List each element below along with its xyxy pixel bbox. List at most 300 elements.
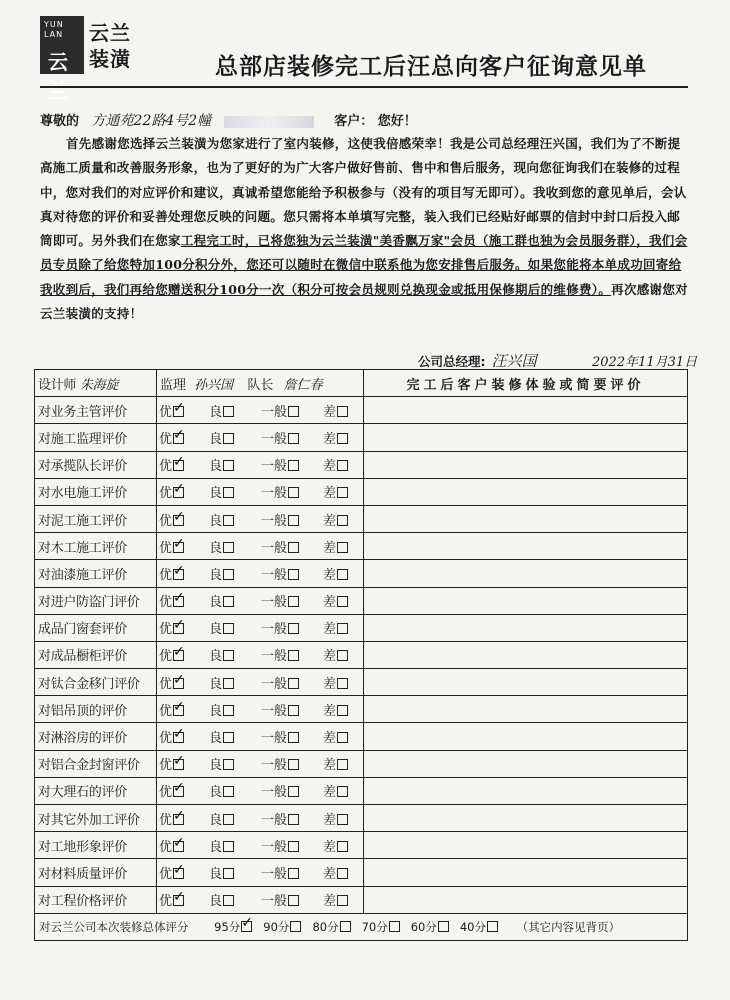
score-option-label: 80分 (312, 919, 339, 934)
rating-option-label: 一般 (261, 595, 288, 611)
checkbox[interactable] (288, 705, 299, 716)
comment-cell[interactable] (364, 614, 688, 641)
rating-option-label: 优 (159, 486, 173, 502)
rating-option[interactable] (207, 397, 259, 424)
rating-option[interactable] (157, 424, 208, 451)
rating-option-label: 优 (159, 839, 173, 855)
rating-option[interactable] (321, 805, 364, 832)
supervisor-name-handwritten: 孙兴国 (194, 377, 234, 393)
evaluation-item-label: 对水电施工评价 (35, 478, 157, 505)
checkbox[interactable] (337, 542, 348, 553)
evaluation-item-label: 对淋浴房的评价 (35, 723, 157, 750)
rating-option[interactable] (157, 533, 208, 560)
rating-option[interactable] (157, 587, 208, 614)
checkbox[interactable] (288, 487, 299, 498)
checkbox[interactable] (288, 460, 299, 471)
evaluation-item-label: 对进户防盗门评价 (35, 587, 157, 614)
checkbox[interactable] (337, 841, 348, 852)
rating-option-label: 差 (323, 812, 337, 828)
checkbox[interactable] (223, 841, 234, 852)
rating-option[interactable] (157, 859, 208, 886)
rating-option[interactable] (259, 832, 321, 859)
rating-option-label: 优 (159, 731, 173, 747)
rating-option-label: 一般 (261, 676, 288, 692)
checkbox[interactable] (288, 650, 299, 661)
checkbox[interactable] (337, 868, 348, 879)
checked-checkbox[interactable] (173, 678, 184, 689)
rating-option-label: 一般 (261, 866, 288, 882)
rating-option[interactable] (259, 533, 321, 560)
letter-body (40, 132, 690, 326)
score-option-label: 95分 (214, 919, 241, 934)
greeting-suffix: 客户： 您好！ (334, 114, 417, 129)
checkbox[interactable] (223, 868, 234, 879)
rating-option[interactable] (321, 505, 364, 532)
checkbox[interactable] (337, 786, 348, 797)
table-row (35, 397, 688, 424)
evaluation-item-label: 对工程价格评价 (35, 886, 157, 913)
checkbox[interactable] (288, 569, 299, 580)
staff-header (157, 370, 364, 397)
rating-option[interactable] (259, 669, 321, 696)
checkbox[interactable] (223, 515, 234, 526)
evaluation-item-label: 对木工施工评价 (35, 533, 157, 560)
rating-option-label: 一般 (261, 758, 288, 774)
letter-paragraph-2: 工程完工时，已将您独为云兰装潢"美香飘万家"会员（施工群也独为会员服务群），我们会员专员除了给您特加100分积分外，您还可以随时在微信中联系他为您安排售后服务。如果您能将本单成功回寄给我收到后，我们再给您赠送积分100分一次（积分可按会员规则兑换现金或抵用保修期后的维修费）。 (40, 233, 688, 297)
checked-checkbox[interactable] (173, 433, 184, 444)
checked-checkbox[interactable] (173, 542, 184, 553)
rating-option-label: 差 (323, 731, 337, 747)
checkbox[interactable] (223, 487, 234, 498)
rating-option[interactable] (207, 777, 259, 804)
checkbox[interactable] (288, 732, 299, 743)
rating-option[interactable] (157, 641, 208, 668)
checkbox[interactable] (337, 623, 348, 634)
rating-option[interactable] (321, 478, 364, 505)
evaluation-rows (35, 397, 688, 914)
checkbox[interactable] (223, 542, 234, 553)
rating-option[interactable] (321, 560, 364, 587)
comment-cell[interactable] (364, 723, 688, 750)
redacted-smudge (224, 116, 314, 128)
total-score-label: 对云兰公司本次装修总体评分 (39, 919, 189, 934)
rating-option[interactable] (259, 859, 321, 886)
evaluation-item-label: 对业务主管评价 (35, 397, 157, 424)
checkbox[interactable] (288, 841, 299, 852)
logo-en-yun: YUN (44, 20, 64, 29)
comment-header: 完工后客户装修体验或简要评价 (364, 370, 688, 397)
evaluation-item-label: 成品门窗套评价 (35, 614, 157, 641)
rating-option[interactable] (207, 587, 259, 614)
checked-checkbox[interactable] (173, 623, 184, 634)
rating-option-label: 差 (323, 540, 337, 556)
evaluation-table (34, 369, 688, 941)
rating-option[interactable] (321, 641, 364, 668)
logo-cn-line-1: 云兰 (89, 21, 131, 45)
checkbox[interactable] (337, 569, 348, 580)
score-options (214, 920, 509, 934)
table-row (35, 669, 688, 696)
evaluation-item-label: 对承揽队长评价 (35, 451, 157, 478)
rating-option-label: 差 (323, 486, 337, 502)
rating-option[interactable] (321, 451, 364, 478)
checked-checkbox[interactable] (173, 596, 184, 607)
checkbox[interactable] (223, 895, 234, 906)
comment-cell[interactable] (364, 505, 688, 532)
rating-option[interactable] (259, 478, 321, 505)
rating-option-label: 一般 (261, 431, 288, 447)
rating-option[interactable] (207, 533, 259, 560)
rating-option-label: 一般 (261, 540, 288, 556)
checkbox[interactable] (288, 623, 299, 634)
rating-option[interactable] (259, 805, 321, 832)
table-row (35, 424, 688, 451)
score-option-label: 60分 (410, 919, 437, 934)
checkbox[interactable] (337, 732, 348, 743)
rating-option[interactable] (157, 669, 208, 696)
evaluation-item-label: 对铝合金封窗评价 (35, 750, 157, 777)
comment-cell[interactable] (364, 478, 688, 505)
score-option[interactable] (362, 920, 400, 934)
rating-option-label: 良 (209, 486, 223, 502)
checked-checkbox[interactable] (173, 868, 184, 879)
checkbox[interactable] (337, 705, 348, 716)
rating-option-label: 优 (159, 785, 173, 801)
evaluation-item-label: 对泥工施工评价 (35, 505, 157, 532)
rating-option[interactable] (259, 451, 321, 478)
rating-option[interactable] (157, 723, 208, 750)
rating-option[interactable] (157, 505, 208, 532)
rating-option[interactable] (321, 696, 364, 723)
score-option[interactable] (411, 920, 449, 934)
rating-option[interactable] (157, 805, 208, 832)
comment-cell[interactable] (364, 669, 688, 696)
rating-option-label: 一般 (261, 567, 288, 583)
rating-option[interactable] (321, 750, 364, 777)
rating-option[interactable] (207, 424, 259, 451)
comment-cell[interactable] (364, 451, 688, 478)
comment-cell[interactable] (364, 832, 688, 859)
designer-header (35, 370, 157, 397)
rating-option[interactable] (207, 505, 259, 532)
rating-option[interactable] (321, 424, 364, 451)
rating-option[interactable] (321, 397, 364, 424)
checked-checkbox[interactable] (173, 569, 184, 580)
rating-option[interactable] (207, 723, 259, 750)
customer-address-handwritten: 方通苑22路4号2幢 (91, 113, 212, 129)
rating-option[interactable] (207, 859, 259, 886)
checkbox[interactable] (288, 542, 299, 553)
checked-checkbox[interactable] (173, 732, 184, 743)
score-option[interactable] (460, 920, 498, 934)
rating-option[interactable] (259, 560, 321, 587)
table-row (35, 505, 688, 532)
rating-option-label: 一般 (261, 894, 288, 910)
company-logo (40, 16, 140, 103)
rating-option-label: 优 (159, 431, 173, 447)
table-row (35, 451, 688, 478)
logo-mark-glyph: 云兰 (48, 50, 68, 103)
comment-cell[interactable] (364, 805, 688, 832)
checked-checkbox[interactable] (173, 759, 184, 770)
table-row (35, 805, 688, 832)
rating-option[interactable] (321, 886, 364, 913)
rating-option-label: 差 (323, 703, 337, 719)
rating-option-label: 差 (323, 431, 337, 447)
checkbox[interactable] (223, 678, 234, 689)
rating-option[interactable] (259, 723, 321, 750)
rating-option[interactable] (321, 859, 364, 886)
checked-checkbox[interactable] (173, 705, 184, 716)
checked-checkbox[interactable] (173, 460, 184, 471)
table-row (35, 723, 688, 750)
rating-option[interactable] (259, 587, 321, 614)
rating-option-label: 差 (323, 676, 337, 692)
rating-option[interactable] (321, 777, 364, 804)
checkbox[interactable] (288, 515, 299, 526)
checkbox[interactable] (340, 921, 351, 932)
rating-option[interactable] (321, 587, 364, 614)
rating-option[interactable] (157, 451, 208, 478)
checked-checkbox[interactable] (241, 921, 252, 932)
table-row (35, 560, 688, 587)
comment-cell[interactable] (364, 424, 688, 451)
rating-option[interactable] (157, 696, 208, 723)
comment-cell[interactable] (364, 533, 688, 560)
letter-paragraph-3: 再次感谢您对云兰装潢的支持！ (40, 281, 688, 322)
checked-checkbox[interactable] (173, 650, 184, 661)
rating-option-label: 优 (159, 812, 173, 828)
checked-checkbox[interactable] (173, 841, 184, 852)
checkbox[interactable] (337, 515, 348, 526)
rating-option-label: 差 (323, 758, 337, 774)
rating-option-label: 良 (209, 595, 223, 611)
rating-option[interactable] (259, 750, 321, 777)
rating-option-label: 良 (209, 731, 223, 747)
table-row (35, 777, 688, 804)
rating-option[interactable] (207, 696, 259, 723)
form-title: 总部店装修完工后汪总向客户征询意见单 (215, 54, 647, 80)
rating-option[interactable] (259, 886, 321, 913)
checkbox[interactable] (290, 921, 301, 932)
checkbox[interactable] (223, 596, 234, 607)
checkbox[interactable] (223, 623, 234, 634)
score-option-label: 90分 (263, 919, 290, 934)
checkbox[interactable] (288, 759, 299, 770)
rating-option-label: 一般 (261, 404, 288, 420)
rating-option-label: 差 (323, 839, 337, 855)
checkbox[interactable] (288, 406, 299, 417)
comment-cell[interactable] (364, 859, 688, 886)
total-score-row (35, 913, 688, 940)
rating-option[interactable] (207, 805, 259, 832)
rating-option[interactable] (157, 560, 208, 587)
rating-option[interactable] (207, 614, 259, 641)
rating-option-label: 一般 (261, 703, 288, 719)
rating-option-label: 优 (159, 703, 173, 719)
checkbox[interactable] (288, 895, 299, 906)
comment-cell[interactable] (364, 696, 688, 723)
checkbox[interactable] (337, 814, 348, 825)
rating-option-label: 优 (159, 866, 173, 882)
checkbox[interactable] (223, 569, 234, 580)
rating-option-label: 良 (209, 459, 223, 475)
rating-option[interactable] (157, 832, 208, 859)
rating-option[interactable] (321, 533, 364, 560)
evaluation-item-label: 对钛合金移门评价 (35, 669, 157, 696)
table-row (35, 750, 688, 777)
logo-cn-text (89, 20, 131, 72)
designer-name-handwritten: 朱海旋 (79, 377, 119, 393)
comment-cell[interactable] (364, 397, 688, 424)
rating-option[interactable] (259, 505, 321, 532)
checkbox[interactable] (337, 678, 348, 689)
checked-checkbox[interactable] (173, 814, 184, 825)
rating-option[interactable] (157, 750, 208, 777)
rating-option-label: 差 (323, 459, 337, 475)
evaluation-item-label: 对铝吊顶的评价 (35, 696, 157, 723)
checkbox[interactable] (389, 921, 400, 932)
rating-option[interactable] (207, 886, 259, 913)
score-option[interactable] (312, 920, 350, 934)
checkbox[interactable] (337, 650, 348, 661)
rating-option-label: 差 (323, 894, 337, 910)
score-option-label: 70分 (361, 919, 388, 934)
rating-option-label: 一般 (261, 459, 288, 475)
rating-option[interactable] (207, 669, 259, 696)
rating-option[interactable] (157, 478, 208, 505)
greeting-prefix: 尊敬的 (40, 114, 80, 129)
rating-option[interactable] (207, 832, 259, 859)
evaluation-item-label: 对工地形象评价 (35, 832, 157, 859)
checkbox[interactable] (337, 895, 348, 906)
rating-option[interactable] (259, 696, 321, 723)
checkbox[interactable] (223, 814, 234, 825)
rating-option[interactable] (259, 614, 321, 641)
checkbox[interactable] (288, 814, 299, 825)
rating-option[interactable] (207, 478, 259, 505)
rating-option-label: 差 (323, 404, 337, 420)
rating-option[interactable] (157, 614, 208, 641)
checkbox[interactable] (223, 786, 234, 797)
checked-checkbox[interactable] (173, 487, 184, 498)
signature-block (418, 350, 537, 371)
comment-cell[interactable] (364, 641, 688, 668)
rating-option-label: 良 (209, 785, 223, 801)
supervisor-label: 监理 (160, 377, 187, 393)
rating-option[interactable] (259, 424, 321, 451)
checkbox[interactable] (337, 487, 348, 498)
rating-option-label: 良 (209, 812, 223, 828)
comment-cell[interactable] (364, 777, 688, 804)
rating-option[interactable] (321, 832, 364, 859)
rating-option-label: 优 (159, 459, 173, 475)
rating-option-label: 优 (159, 622, 173, 638)
checkbox[interactable] (223, 732, 234, 743)
checkbox[interactable] (223, 705, 234, 716)
table-row (35, 478, 688, 505)
rating-option-label: 一般 (261, 731, 288, 747)
checkbox[interactable] (223, 650, 234, 661)
checkbox[interactable] (288, 786, 299, 797)
comment-cell[interactable] (364, 587, 688, 614)
checked-checkbox[interactable] (173, 406, 184, 417)
checkbox[interactable] (223, 406, 234, 417)
rating-option-label: 差 (323, 513, 337, 529)
rating-option[interactable] (207, 451, 259, 478)
checkbox[interactable] (337, 460, 348, 471)
score-option[interactable] (214, 920, 252, 934)
checkbox[interactable] (337, 759, 348, 770)
checkbox[interactable] (337, 406, 348, 417)
checked-checkbox[interactable] (173, 895, 184, 906)
table-row (35, 614, 688, 641)
rating-option[interactable] (157, 397, 208, 424)
rating-option-label: 良 (209, 540, 223, 556)
rating-option-label: 一般 (261, 785, 288, 801)
checkbox[interactable] (223, 433, 234, 444)
comment-cell[interactable] (364, 750, 688, 777)
evaluation-item-label: 对油漆施工评价 (35, 560, 157, 587)
table-row (35, 859, 688, 886)
rating-option-label: 良 (209, 866, 223, 882)
checkbox[interactable] (337, 596, 348, 607)
checkbox[interactable] (337, 433, 348, 444)
checked-checkbox[interactable] (173, 515, 184, 526)
rating-option-label: 差 (323, 595, 337, 611)
rating-option[interactable] (259, 777, 321, 804)
rating-option-label: 良 (209, 676, 223, 692)
rating-option[interactable] (157, 886, 208, 913)
checkbox[interactable] (438, 921, 449, 932)
rating-option-label: 良 (209, 703, 223, 719)
rating-option[interactable] (321, 614, 364, 641)
rating-option[interactable] (207, 641, 259, 668)
comment-cell[interactable] (364, 886, 688, 913)
rating-option[interactable] (207, 560, 259, 587)
signature-name-handwritten: 汪兴国 (491, 352, 537, 370)
rating-option-label: 一般 (261, 649, 288, 665)
rating-option[interactable] (157, 777, 208, 804)
rating-option[interactable] (259, 641, 321, 668)
checkbox[interactable] (288, 596, 299, 607)
score-option[interactable] (263, 920, 301, 934)
rating-option[interactable] (321, 723, 364, 750)
evaluation-item-label: 对其它外加工评价 (35, 805, 157, 832)
checkbox[interactable] (288, 433, 299, 444)
rating-option-label: 良 (209, 431, 223, 447)
rating-option-label: 一般 (261, 622, 288, 638)
checkbox[interactable] (487, 921, 498, 932)
table-row (35, 696, 688, 723)
rating-option-label: 一般 (261, 812, 288, 828)
comment-cell[interactable] (364, 560, 688, 587)
rating-option[interactable] (207, 750, 259, 777)
rating-option[interactable] (321, 669, 364, 696)
rating-option-label: 差 (323, 567, 337, 583)
checkbox[interactable] (223, 759, 234, 770)
rating-option-label: 差 (323, 866, 337, 882)
rating-option-label: 良 (209, 649, 223, 665)
checked-checkbox[interactable] (173, 786, 184, 797)
checkbox[interactable] (223, 460, 234, 471)
table-row (35, 587, 688, 614)
checkbox[interactable] (288, 868, 299, 879)
checkbox[interactable] (288, 678, 299, 689)
rating-option[interactable] (259, 397, 321, 424)
evaluation-item-label: 对成品橱柜评价 (35, 641, 157, 668)
score-note: （其它内容见背页） (516, 919, 621, 934)
